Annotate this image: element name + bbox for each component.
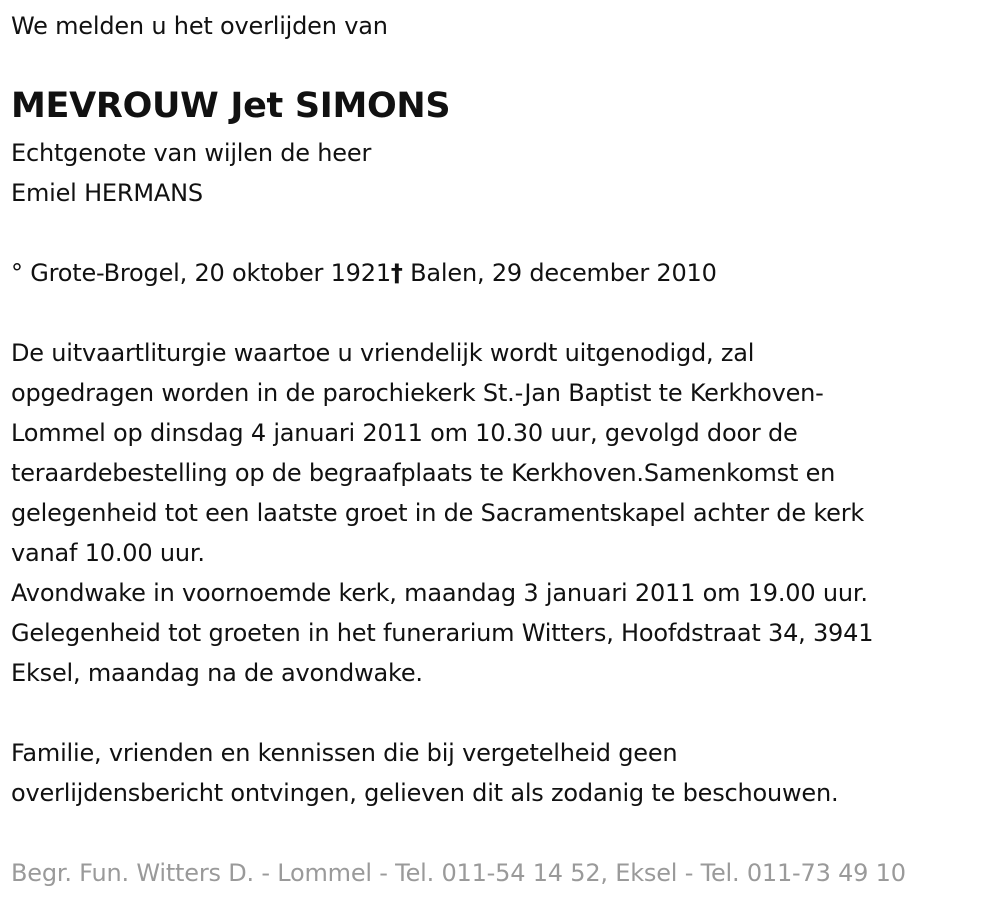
body-line: De uitvaartliturgie waartoe u vriendelijk wordt uitgenodigd, zal [11, 339, 755, 367]
dates-line [11, 253, 717, 293]
closing-note [11, 733, 838, 813]
spouse-name: Emiel HERMANS [11, 179, 203, 207]
intro-text: We melden u het overlijden van [11, 12, 388, 40]
body-line: opgedragen worden in de parochiekerk St.-Jan Baptist te Kerkhoven- [11, 379, 824, 407]
spouse-block [11, 133, 371, 213]
closing-line: overlijdensbericht ontvingen, gelieven dit als zodanig te beschouwen. [11, 779, 839, 807]
cross-icon: † [390, 259, 403, 287]
body-line: gelegenheid tot een laatste groet in de Sacramentskapel achter de kerk [11, 499, 865, 527]
spouse-line: Echtgenote van wijlen de heer [11, 139, 372, 167]
body-line: Gelegenheid tot groeten in het funerarium Witters, Hoofdstraat 34, 3941 [11, 619, 874, 647]
body-line: Eksel, maandag na de avondwake. [11, 659, 423, 687]
body-line: Lommel op dinsdag 4 januari 2011 om 10.30 uur, gevolgd door de [11, 419, 798, 447]
body-line: Avondwake in voornoemde kerk, maandag 3 januari 2011 om 19.00 uur. [11, 579, 868, 607]
deceased-name: MEVROUW Jet SIMONS [11, 86, 451, 126]
closing-line: Familie, vrienden en kennissen die bij vergetelheid geen [11, 739, 678, 767]
birth-date: Grote-Brogel, 20 oktober 1921 [30, 259, 391, 287]
death-date: Balen, 29 december 2010 [410, 259, 717, 287]
body-line: vanaf 10.00 uur. [11, 539, 205, 567]
body-line: teraardebestelling op de begraafplaats te Kerkhoven.Samenkomst en [11, 459, 836, 487]
funeral-home-footer: Begr. Fun. Witters D. - Lommel - Tel. 011-54 14 52, Eksel - Tel. 011-73 49 10 [11, 859, 906, 887]
funeral-details [11, 333, 873, 693]
birth-symbol: ° [11, 259, 23, 287]
